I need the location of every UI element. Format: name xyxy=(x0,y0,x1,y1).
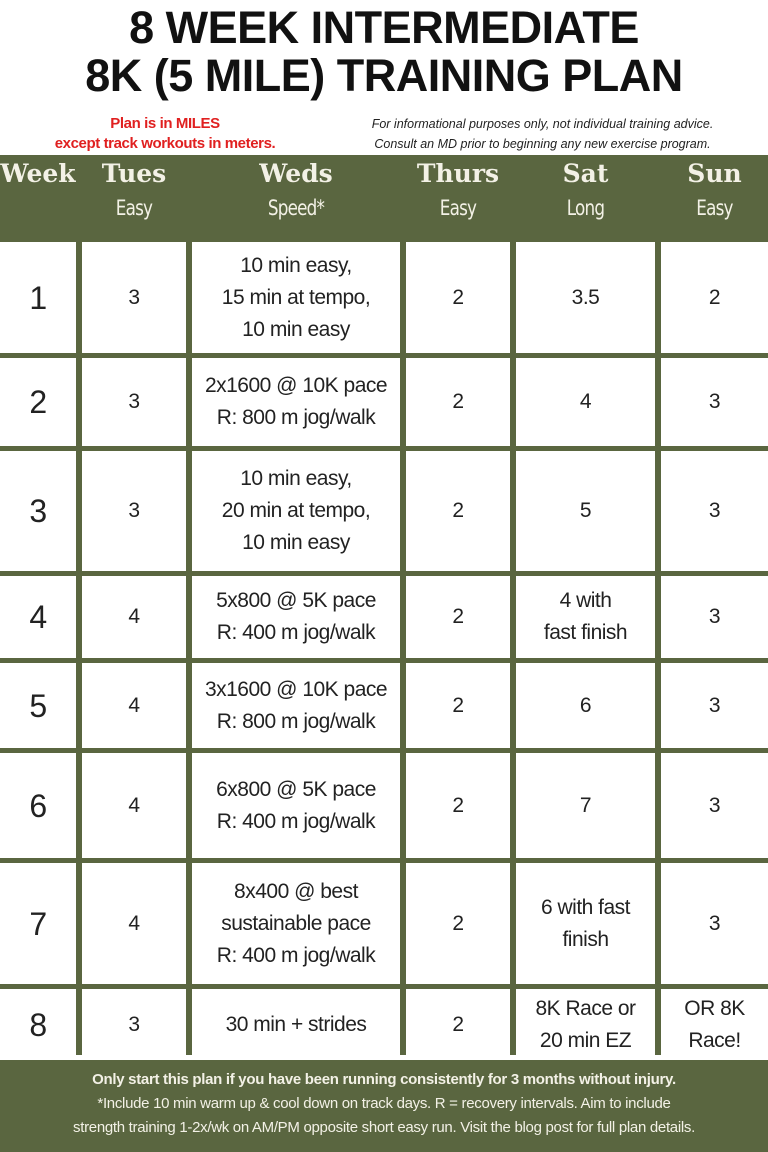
table-cell: 3x1600 @ 10K pace R: 800 m jog/walk xyxy=(192,663,400,748)
header-week xyxy=(0,155,76,237)
table-cell: 4 xyxy=(516,358,655,446)
table-cell: 6 with fast finish xyxy=(516,863,655,984)
header-sun xyxy=(661,155,768,237)
table-cell: 3 xyxy=(82,989,186,1061)
header-type: Easy xyxy=(696,196,733,220)
table-cell: 2 xyxy=(406,451,510,571)
footer-warning: Only start this plan if you have been running consistently for 3 months without injury. xyxy=(92,1071,676,1088)
table-cell: 3 xyxy=(661,663,768,748)
table-cell: 2 xyxy=(406,863,510,984)
header-day: Sun xyxy=(687,159,742,188)
table-cell: 4 xyxy=(82,663,186,748)
table-cell: 3 xyxy=(661,576,768,658)
header-tues xyxy=(82,155,186,237)
header-sat xyxy=(516,155,655,237)
page-title xyxy=(0,4,768,100)
table-cell: 3 xyxy=(661,358,768,446)
units-note xyxy=(10,114,320,154)
title-line-2: 8K (5 MILE) TRAINING PLAN xyxy=(85,50,683,101)
header-day: Weds xyxy=(259,159,333,188)
table-cell: 2x1600 @ 10K pace R: 800 m jog/walk xyxy=(192,358,400,446)
units-note-line-1: Plan is in MILES xyxy=(110,115,220,132)
disclaimer xyxy=(330,114,755,154)
footer-line-1: *Include 10 min warm up & cool down on track days. R = recovery intervals. Aim to include xyxy=(97,1095,671,1112)
table-cell: 2 xyxy=(406,358,510,446)
header-day: Thurs xyxy=(416,159,500,188)
table-cell: 3 xyxy=(661,753,768,858)
table-cell: 10 min easy, 15 min at tempo, 10 min easy xyxy=(192,242,400,353)
week-number: 5 xyxy=(0,663,76,748)
header-day: Week xyxy=(0,159,76,188)
table-cell: 5x800 @ 5K pace R: 400 m jog/walk xyxy=(192,576,400,658)
week-number: 1 xyxy=(0,242,76,353)
table-cell: 2 xyxy=(661,242,768,353)
table-cell: 10 min easy, 20 min at tempo, 10 min easy xyxy=(192,451,400,571)
footer-notes xyxy=(0,1060,768,1152)
table-cell: 3 xyxy=(82,451,186,571)
table-cell: 3 xyxy=(661,451,768,571)
table-cell: 2 xyxy=(406,753,510,858)
header-day: Tues xyxy=(101,159,167,188)
table-cell: 4 with fast finish xyxy=(516,576,655,658)
table-cell: 3 xyxy=(661,863,768,984)
header-thurs xyxy=(406,155,510,237)
table-cell: OR 8K Race! xyxy=(661,989,768,1061)
table-cell: 2 xyxy=(406,663,510,748)
table-cell: 4 xyxy=(82,863,186,984)
training-plan-table xyxy=(0,155,768,1055)
table-cell: 6x800 @ 5K pace R: 400 m jog/walk xyxy=(192,753,400,858)
header-type: Easy xyxy=(115,196,153,220)
disclaimer-line-2: Consult an MD prior to beginning any new exercise program. xyxy=(374,137,711,151)
week-number: 4 xyxy=(0,576,76,658)
header-weds xyxy=(192,155,400,237)
header-type: Speed* xyxy=(267,196,325,220)
table-cell: 2 xyxy=(406,989,510,1061)
units-note-line-2: except track workouts in meters. xyxy=(54,135,276,152)
table-cell: 3.5 xyxy=(516,242,655,353)
table-cell: 2 xyxy=(406,242,510,353)
title-line-1: 8 WEEK INTERMEDIATE xyxy=(129,2,639,53)
week-number: 6 xyxy=(0,753,76,858)
header-type: Long xyxy=(566,196,605,220)
table-cell: 5 xyxy=(516,451,655,571)
week-number: 7 xyxy=(0,863,76,984)
table-cell: 6 xyxy=(516,663,655,748)
table-cell: 30 min + strides xyxy=(192,989,400,1061)
week-number: 8 xyxy=(0,989,76,1061)
header-day: Sat xyxy=(562,159,609,188)
table-cell: 3 xyxy=(82,358,186,446)
table-cell: 8K Race or 20 min EZ xyxy=(516,989,655,1061)
disclaimer-line-1: For informational purposes only, not individual training advice. xyxy=(371,117,714,131)
table-cell: 3 xyxy=(82,242,186,353)
table-cell: 4 xyxy=(82,576,186,658)
table-cell: 8x400 @ best sustainable pace R: 400 m jog/walk xyxy=(192,863,400,984)
header-type: Easy xyxy=(439,196,477,220)
footer-line-2: strength training 1-2x/wk on AM/PM opposite short easy run. Visit the blog post for full plan details. xyxy=(73,1119,695,1136)
week-number: 3 xyxy=(0,451,76,571)
table-cell: 7 xyxy=(516,753,655,858)
week-number: 2 xyxy=(0,358,76,446)
table-cell: 2 xyxy=(406,576,510,658)
table-cell: 4 xyxy=(82,753,186,858)
